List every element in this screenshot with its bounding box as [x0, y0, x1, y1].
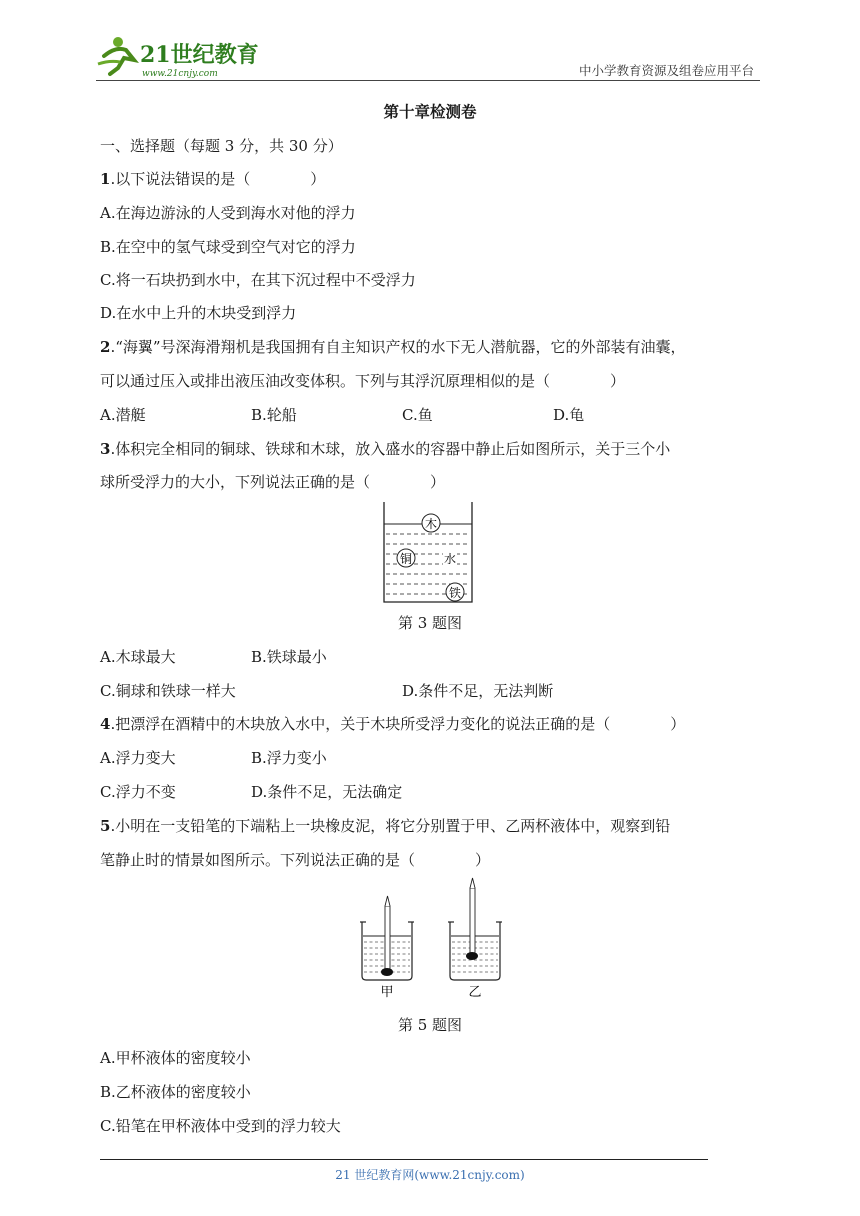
question-1-option-a: A.在海边游泳的人受到海水对他的浮力: [100, 204, 356, 222]
iron-label: 铁: [448, 586, 462, 600]
question-2-stem-line-2: 可以通过压入或排出液压油改变体积。下列与其浮沉原理相似的是（ ）: [100, 372, 626, 390]
logo-url: www.21cnjy.com: [142, 69, 218, 79]
question-5-figure: [356, 876, 506, 1000]
question-2-option-d: D.龟: [553, 406, 585, 424]
question-2-stem-line-1: 2.“海翼”号深海滑翔机是我国拥有自主知识产权的水下无人潜航器，它的外部装有油囊，: [100, 338, 686, 356]
question-3-option-d: D.条件不足，无法判断: [402, 682, 554, 700]
question-4-option-d: D.条件不足，无法确定: [251, 783, 403, 801]
page-header: [0, 0, 860, 90]
logo: [96, 34, 266, 80]
header-platform-text: 中小学教育资源及组卷应用平台: [578, 63, 754, 78]
beaker-yi: [448, 878, 502, 980]
question-1-option-d: D.在水中上升的木块受到浮力: [100, 304, 297, 322]
question-3-option-c: C.铜球和铁球一样大: [100, 682, 236, 700]
question-4-option-c: C.浮力不变: [100, 783, 176, 801]
page-title: 第十章检测卷: [383, 102, 477, 121]
question-1-option-b: B.在空中的氢气球受到空气对它的浮力: [100, 238, 356, 256]
beaker-jia-label: 甲: [380, 985, 394, 1000]
logo-text: 21世纪教育: [140, 42, 259, 68]
question-5-stem-line-2: 笔静止时的情景如图所示。下列说法正确的是（ ）: [100, 851, 491, 869]
header-divider: [96, 80, 760, 81]
question-3-option-a: A.木球最大: [100, 648, 176, 666]
question-3-figure: [376, 500, 480, 608]
copper-label: 铜: [399, 552, 413, 566]
question-5-caption: 第 5 题图: [397, 1016, 463, 1034]
beaker-yi-label: 乙: [468, 985, 482, 1000]
question-5-option-c: C.铅笔在甲杯液体中受到的浮力较大: [100, 1117, 341, 1135]
question-3-option-b: B.铁球最小: [251, 648, 327, 666]
question-1-option-c: C.将一石块扔到水中，在其下沉过程中不受浮力: [100, 271, 416, 289]
question-3-caption: 第 3 题图: [397, 614, 463, 632]
question-4-stem: 4.把漂浮在酒精中的木块放入水中，关于木块所受浮力变化的说法正确的是（ ）: [100, 715, 686, 733]
water-label: 水: [443, 552, 457, 566]
question-4-option-a: A.浮力变大: [100, 749, 176, 767]
question-3-stem-line-1: 3.体积完全相同的铜球、铁球和木球，放入盛水的容器中静止后如图所示，关于三个小: [100, 440, 671, 458]
footer-text[interactable]: 21 世纪教育网(www.21cnjy.com): [335, 1168, 525, 1182]
question-5-option-a: A.甲杯液体的密度较小: [100, 1049, 251, 1067]
question-5-stem-line-1: 5.小明在一支铅笔的下端粘上一块橡皮泥，将它分别置于甲、乙两杯液体中，观察到铅: [100, 817, 671, 835]
beaker-jia: [360, 896, 414, 980]
question-3-stem-line-2: 球所受浮力的大小，下列说法正确的是（ ）: [100, 473, 446, 491]
wood-label: 木: [424, 517, 438, 531]
question-2-option-b: B.轮船: [251, 406, 297, 424]
question-2-option-a: A.潜艇: [100, 406, 146, 424]
question-1-stem: 1.以下说法错误的是（ ）: [100, 170, 326, 188]
question-5-option-b: B.乙杯液体的密度较小: [100, 1083, 251, 1101]
question-2-option-c: C.鱼: [402, 406, 433, 424]
question-4-option-b: B.浮力变小: [251, 749, 327, 767]
footer-divider: [100, 1159, 708, 1160]
section-heading: 一、选择题（每题 3 分，共 30 分）: [100, 137, 343, 155]
